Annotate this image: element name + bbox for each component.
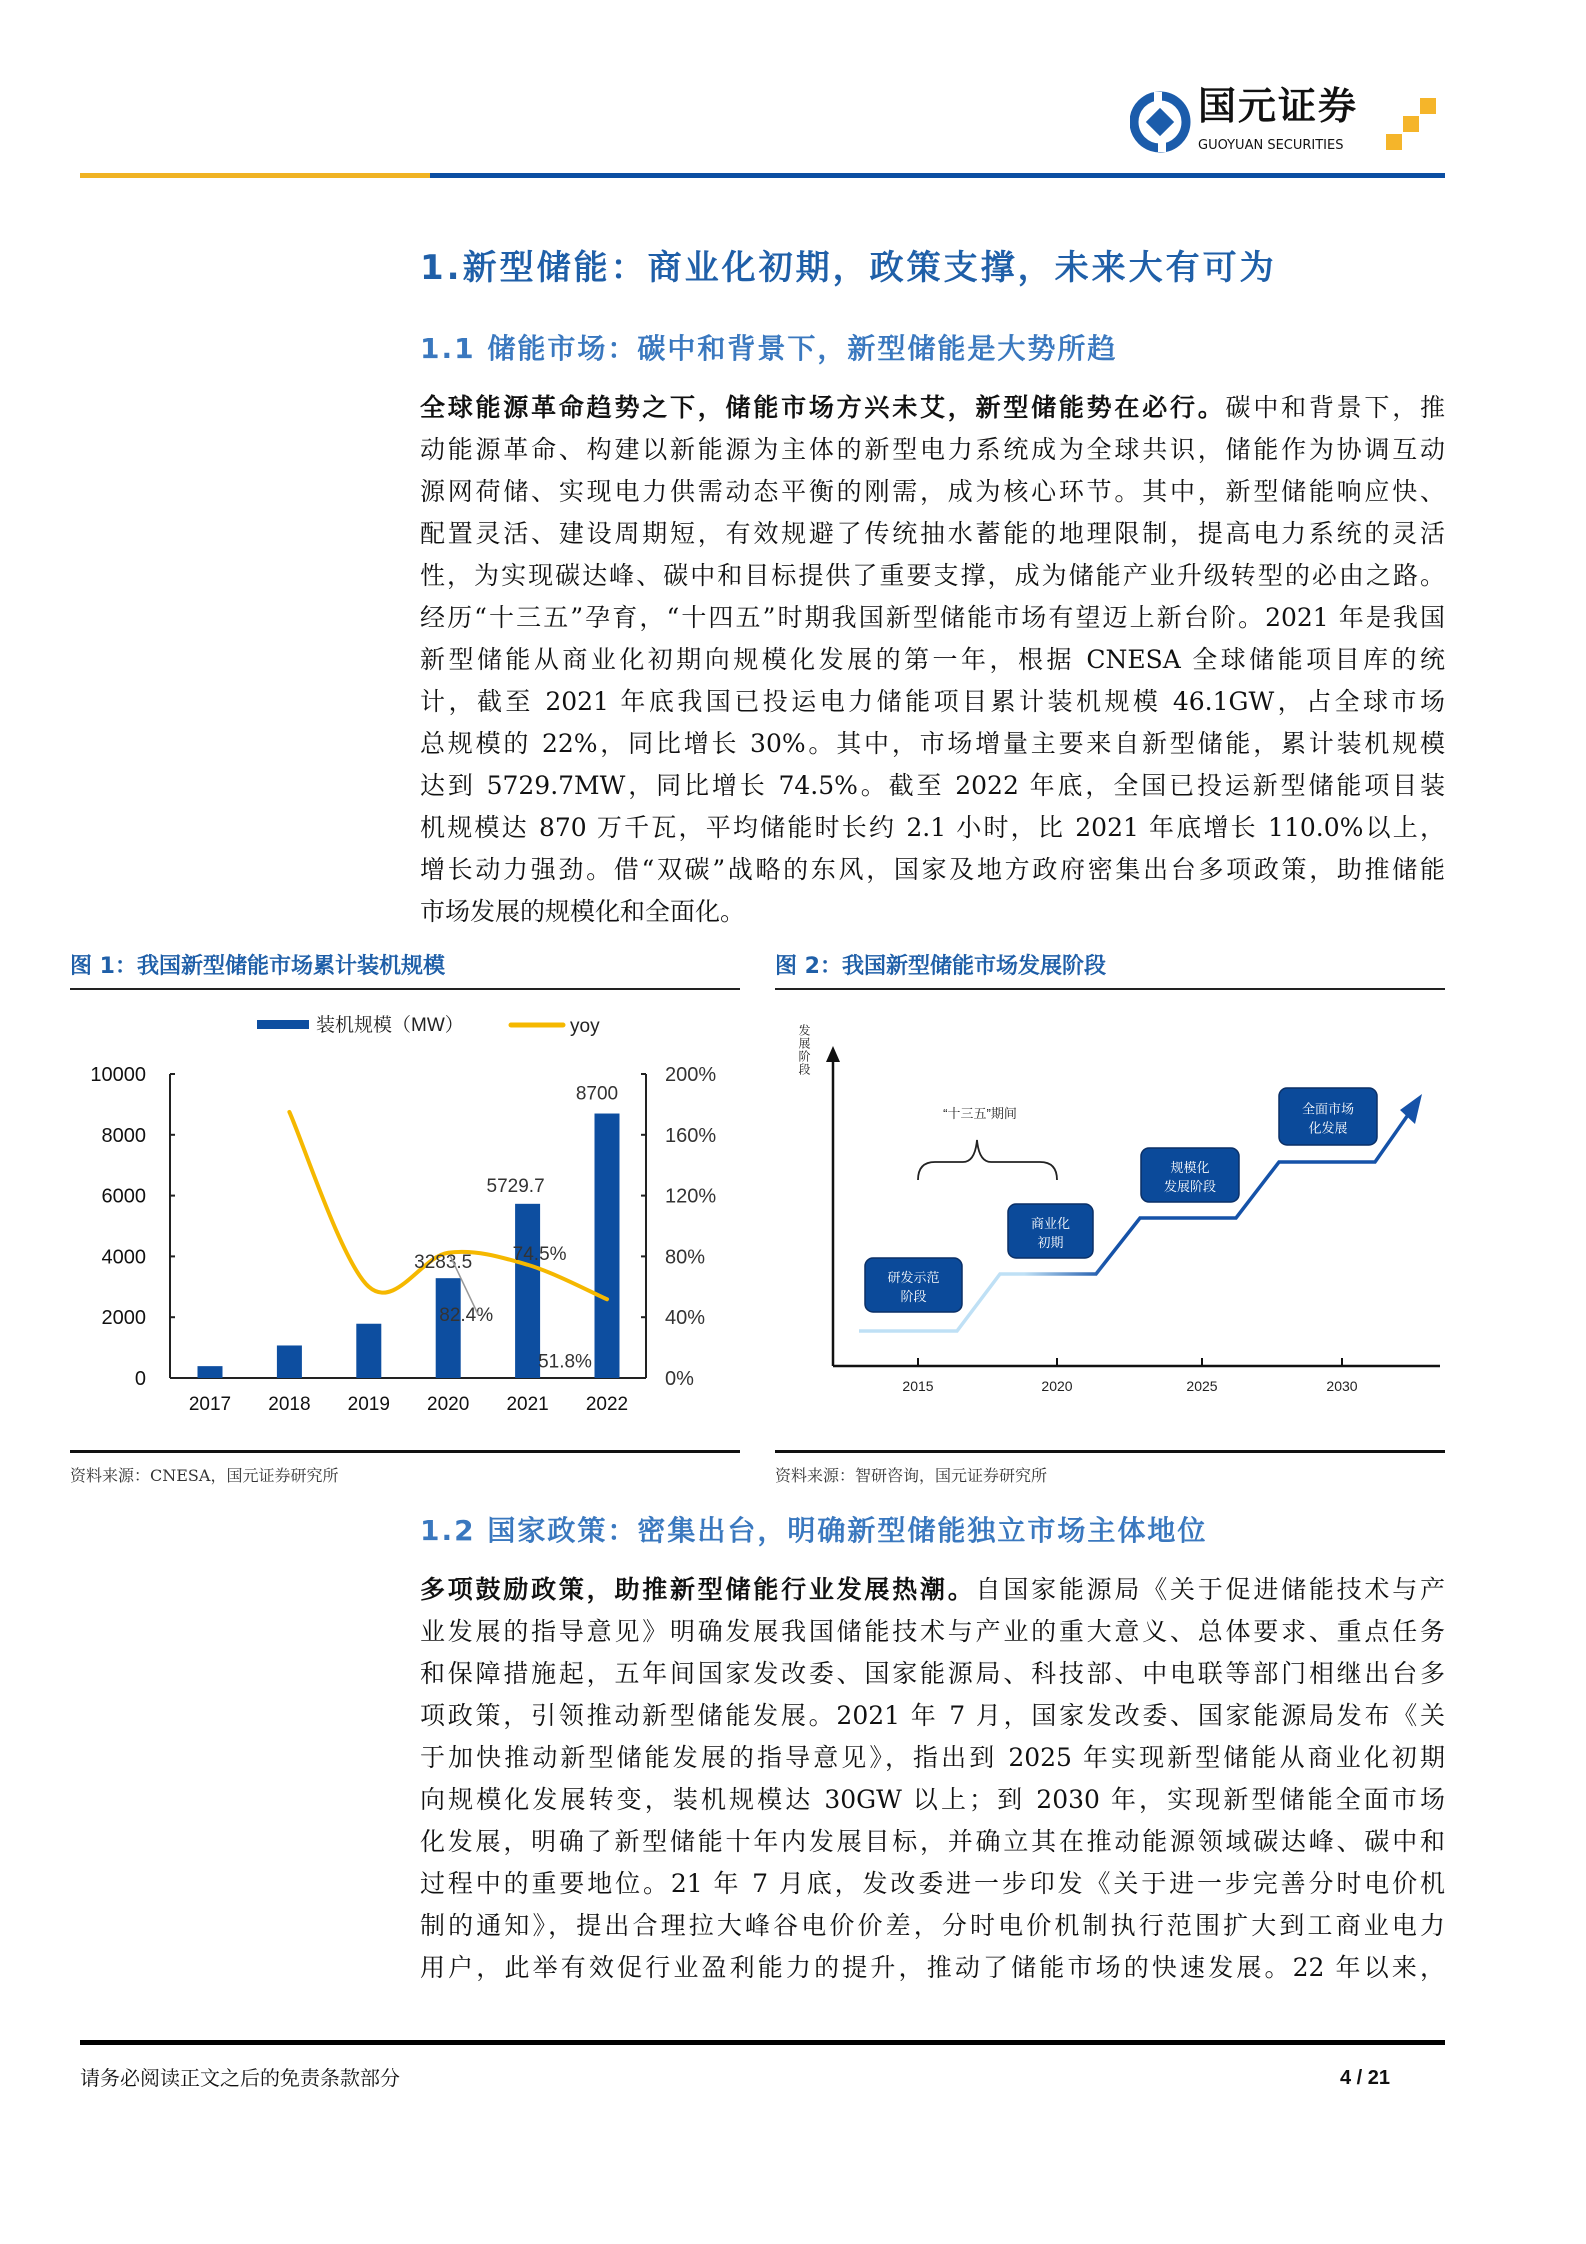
paragraph-line [420, 1863, 1445, 1905]
logo-squares-icon [1385, 96, 1445, 156]
paragraph-line [420, 597, 1445, 639]
line-text: 化发展，明确了新型储能十年内发展目标，并确立其在推动能源领域碳达峰、碳中和 [420, 1827, 1445, 1856]
legend-bar-swatch [257, 1020, 309, 1029]
period-label: “十三五”期间 [943, 1106, 1017, 1121]
lead-sentence: 全球能源革命趋势之下，储能市场方兴未艾，新型储能势在必行。 [420, 393, 1226, 422]
x-tick-label: 2025 [1186, 1378, 1218, 1394]
figure2-caption: 图 2：我国新型储能市场发展阶段 [775, 954, 1106, 979]
paragraph-line [420, 471, 1445, 513]
line-text: 性，为实现碳达峰、碳中和目标提供了重要支撑，成为储能产业升级转型的必由之路。 [420, 561, 1445, 590]
y-right-tick-label: 120% [665, 1185, 717, 1208]
paragraph-energy-storage-market [420, 387, 1445, 933]
paragraph-line [420, 429, 1445, 471]
figure1-chart [60, 1000, 740, 1450]
data-label: 5729.7 [486, 1175, 545, 1197]
bar-2018 [277, 1345, 302, 1378]
line-text: 配置灵活、建设周期短，有效规避了传统抽水蓄能的地理限制，提高电力系统的灵活 [420, 519, 1445, 548]
stage-label-line2: 发展阶段 [1163, 1179, 1217, 1194]
logo-emblem-icon [1130, 88, 1200, 158]
x-tick-label: 2018 [268, 1394, 311, 1415]
line-text: 向规模化发展转变，装机规模达 30GW 以上；到 2030 年，实现新型储能全面市场 [420, 1785, 1445, 1814]
data-label: 82.4% [439, 1304, 494, 1326]
x-tick-label: 2019 [347, 1394, 390, 1415]
paragraph-line [420, 681, 1445, 723]
stage-label-line2: 初期 [1037, 1235, 1064, 1250]
stage-label-line1: 全面市场 [1301, 1101, 1355, 1117]
stage-label-line2: 化发展 [1308, 1120, 1348, 1136]
period-brace [918, 1140, 1057, 1180]
paragraph-line [420, 807, 1445, 849]
stage-label-line1: 商业化 [1030, 1216, 1071, 1231]
line-text: 过程中的重要地位。21 年 7 月底，发改委进一步印发《关于进一步完善分时电价机 [420, 1869, 1445, 1898]
x-tick-label: 2015 [902, 1378, 934, 1394]
line-text: 碳中和背景下，推 [1225, 393, 1445, 422]
paragraph-line [420, 1611, 1445, 1653]
paragraph-line [420, 1905, 1445, 1947]
line-text: 计，截至 2021 年底我国已投运电力储能项目累计装机规模 46.1GW，占全球市场 [420, 687, 1445, 716]
paragraph-national-policy [420, 1569, 1445, 1989]
line-text: 经历“十三五”孕育，“十四五”时期我国新型储能市场有望迈上新台阶。2021 年是我国 [420, 603, 1445, 632]
line-text: 达到 5729.7MW，同比增长 74.5%。截至 2022 年底，全国已投运新型储能项目装 [420, 771, 1445, 800]
line-text: 市场发展的规模化和全面化。 [420, 897, 746, 926]
x-tick-label: 2017 [188, 1394, 232, 1415]
y-left-tick-label: 10000 [90, 1064, 146, 1086]
bar-2019 [356, 1324, 381, 1378]
paragraph-line [420, 1821, 1445, 1863]
paragraph-line [420, 1569, 1445, 1611]
x-tick-label: 2022 [585, 1394, 629, 1415]
line-text: 自国家能源局《关于促进储能技术与产 [975, 1575, 1445, 1604]
figure2-source: 资料来源：智研咨询，国元证券研究所 [775, 1466, 1048, 1485]
paragraph-line [420, 1947, 1445, 1989]
paragraph-line [420, 849, 1445, 891]
line-text: 业发展的指导意见》明确发展我国储能技术与产业的重大意义、总体要求、重点任务 [420, 1617, 1445, 1646]
line-text: 用户，此举有效促行业盈利能力的提升，推动了储能市场的快速发展。22 年以来， [420, 1953, 1445, 1982]
y-right-tick-label: 0% [665, 1368, 694, 1390]
figure2-bottom-rule [775, 1450, 1445, 1453]
figure2-caption-rule [775, 988, 1445, 990]
figure1-bottom-rule [70, 1450, 740, 1453]
data-label: 3283.5 [414, 1252, 473, 1274]
footer-rule [80, 2040, 1445, 2045]
y-right-tick-label: 40% [665, 1307, 706, 1330]
header-rule-blue [430, 173, 1445, 178]
data-label: 8700 [575, 1083, 619, 1105]
paragraph-line [420, 513, 1445, 555]
line-text: 制的通知》，提出合理拉大峰谷电价价差，分时电价机制执行范围扩大到工商业电力 [420, 1911, 1445, 1940]
footer-disclaimer: 请务必阅读正文之后的免责条款部分 [80, 2066, 400, 2090]
logo-name-cn: 国元证券 [1198, 84, 1359, 128]
subsection-title-1-1: 1.1 储能市场：碳中和背景下，新型储能是大势所趋 [420, 332, 1118, 365]
y-right-tick-label: 80% [665, 1246, 706, 1269]
figure1-caption: 图 1：我国新型储能市场累计装机规模 [70, 954, 445, 979]
line-text: 项政策，引领推动新型储能发展。2021 年 7 月，国家发改委、国家能源局发布《关 [420, 1701, 1445, 1730]
line-text: 机规模达 870 万千瓦，平均储能时长约 2.1 小时，比 2021 年底增长 110.0%以上， [420, 813, 1445, 842]
line-text: 增长动力强劲。借“双碳”战略的东风，国家及地方政府密集出台多项政策，助推储能 [420, 855, 1445, 884]
line-text: 于加快推动新型储能发展的指导意见》，指出到 2025 年实现新型储能从商业化初期 [420, 1743, 1445, 1772]
section-title: 1.新型储能：商业化初期，政策支撑，未来大有可为 [420, 248, 1277, 288]
bar-2021 [515, 1204, 540, 1378]
page-number: 4 / 21 [1340, 2067, 1391, 2089]
y-left-tick-label: 0 [134, 1368, 146, 1390]
x-tick-label: 2020 [1041, 1378, 1073, 1394]
stage-label-line1: 规模化 [1170, 1160, 1210, 1175]
header-rule-gold [80, 173, 430, 178]
bar-2020 [436, 1278, 461, 1378]
bar-2017 [198, 1366, 223, 1378]
stage-label-line1: 研发示范 [887, 1270, 940, 1285]
paragraph-line [420, 639, 1445, 681]
paragraph-line [420, 891, 1445, 933]
y-left-tick-label: 8000 [101, 1124, 146, 1147]
y-right-tick-label: 200% [665, 1064, 717, 1086]
paragraph-line [420, 1737, 1445, 1779]
y-left-tick-label: 4000 [101, 1246, 146, 1269]
x-tick-label: 2020 [427, 1394, 470, 1415]
x-tick-label: 2021 [506, 1394, 549, 1415]
legend-bar-label: 装机规模（MW） [316, 1015, 464, 1036]
paragraph-line [420, 1779, 1445, 1821]
x-tick-label: 2030 [1326, 1378, 1358, 1394]
y-left-tick-label: 6000 [101, 1185, 146, 1208]
stage-box [1279, 1088, 1377, 1145]
figure2-diagram [770, 1000, 1450, 1450]
line-text: 源网荷储、实现电力供需动态平衡的刚需，成为核心环节。其中，新型储能响应快、 [420, 477, 1445, 506]
paragraph-line [420, 723, 1445, 765]
line-text: 新型储能从商业化初期向规模化发展的第一年，根据 CNESA 全球储能项目库的统 [420, 645, 1445, 674]
bar-2022 [595, 1114, 620, 1378]
line-text: 和保障措施起，五年间国家发改委、国家能源局、科技部、中电联等部门相继出台多 [420, 1659, 1445, 1688]
paragraph-line [420, 387, 1445, 429]
paragraph-line [420, 1695, 1445, 1737]
y-left-tick-label: 2000 [101, 1307, 146, 1330]
data-label: 51.8% [538, 1351, 592, 1373]
y-axis-arrow-icon [826, 1046, 840, 1062]
y-axis-label: 发展阶段 [797, 1024, 811, 1076]
line-text: 总规模的 22%，同比增长 30%。其中，市场增量主要来自新型储能，累计装机规模 [420, 729, 1445, 758]
logo-name-en: GUOYUAN SECURITIES [1198, 138, 1344, 153]
data-label: 74.5% [512, 1243, 567, 1265]
stage-label-line2: 阶段 [900, 1289, 927, 1304]
line-text: 动能源革命、构建以新能源为主体的新型电力系统成为全球共识，储能作为协调互动 [420, 435, 1445, 464]
lead-sentence: 多项鼓励政策，助推新型储能行业发展热潮。 [420, 1575, 976, 1604]
figure1-source: 资料来源：CNESA，国元证券研究所 [70, 1466, 339, 1485]
figure1-caption-rule [70, 988, 740, 990]
subsection-title-1-2: 1.2 国家政策：密集出台，明确新型储能独立市场主体地位 [420, 1514, 1208, 1547]
y-right-tick-label: 160% [665, 1124, 717, 1147]
paragraph-line [420, 765, 1445, 807]
paragraph-line [420, 1653, 1445, 1695]
paragraph-line [420, 555, 1445, 597]
legend-line-label: yoy [570, 1016, 600, 1037]
